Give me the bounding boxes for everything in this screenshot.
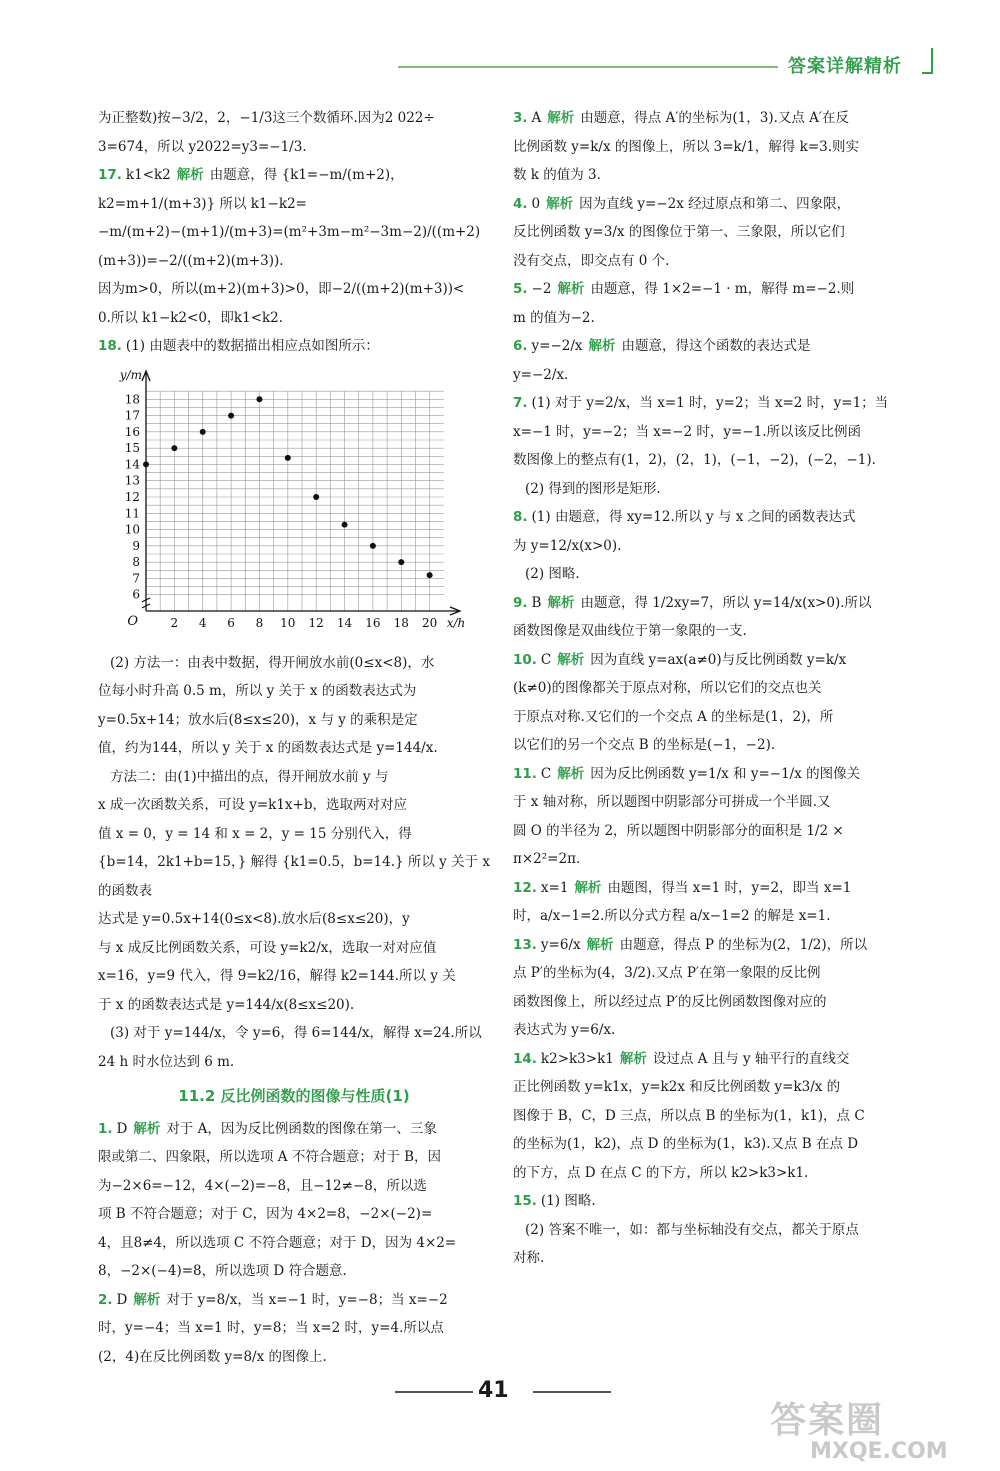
question-6 [513, 332, 938, 389]
text-line: 4，且8≠4，所以选项 C 不符合题意；对于 D，因为 4×2= [98, 1234, 457, 1251]
question-number: 4. [513, 195, 528, 212]
right-column [513, 104, 938, 1273]
answer: C [540, 765, 552, 782]
text-line: 项 B 不符合题意；对于 C，因为 4×2=8，−2×(−2)= [98, 1206, 433, 1222]
analysis-text: 因为直线 y=ax(a≠0)与反比例函数 y=k/x [590, 651, 847, 668]
analysis-text: 由题图，得当 x=1 时，y=2，即当 x=1 [607, 879, 852, 896]
text-line: 比例函数 y=k/x 的图像上，所以 3=k/1，解得 k=3.则实 [513, 138, 860, 155]
question-number: 5. [513, 281, 528, 297]
origin-label: O [127, 613, 138, 629]
text-line: 因为m>0，所以(m+2)(m+3)>0，即−2/((m+2)(m+3))< [98, 281, 465, 297]
question-line [513, 589, 938, 618]
x-tick-label: 2 [170, 615, 179, 630]
x-tick-label: 4 [198, 615, 207, 630]
question-line [513, 1045, 938, 1074]
question-14 [513, 1045, 938, 1188]
question-number: 6. [513, 338, 528, 354]
data-point [200, 428, 206, 434]
data-point [228, 412, 234, 418]
analysis-label: 解析 [546, 195, 574, 212]
answer: k2>k3>k1 [540, 1050, 614, 1067]
x-axis-label: x/h [446, 615, 466, 630]
y-tick-label: 11 [124, 505, 140, 520]
y-tick-label: 7 [132, 570, 140, 585]
question-number: 1. [98, 1120, 113, 1137]
y-tick-label: 15 [124, 440, 140, 455]
text-line: 的坐标为(1，k2)，点 D 的坐标为(1，k3).又点 B 在点 D [513, 1136, 859, 1152]
question-line [98, 1115, 490, 1144]
section-title: 11.2 反比例函数的图像与性质(1) [178, 1087, 410, 1105]
answer: 0 [531, 195, 541, 212]
y-tick-label: 18 [124, 391, 140, 406]
y-tick-label: 16 [124, 424, 140, 439]
question-15 [513, 1187, 938, 1273]
analysis-label: 解析 [588, 338, 616, 354]
question-line [513, 190, 938, 219]
question-10 [513, 646, 938, 760]
text-line: 点 P′的坐标为(4，3/2).又点 P′在第一象限的反比例 [513, 965, 821, 981]
question-line [513, 104, 938, 133]
question-7 [513, 389, 938, 503]
question-line [98, 161, 490, 218]
text-line: (3) 对于 y=144/x，令 y=6，得 6=144/x，解得 x=24.所以 [110, 1025, 482, 1041]
text-line: 0.所以 k1−k2<0，即k1<k2. [98, 309, 284, 326]
question-12 [513, 874, 938, 931]
text-line: (2，4)在反比例函数 y=8/x 的图像上. [98, 1348, 327, 1365]
text-line: x=−1 时，y=−2；当 x=−2 时，y=−1.所以该反比例函 [513, 423, 861, 440]
data-point [342, 521, 348, 527]
text-line: 3=674，所以 y2022=y3=−1/3. [98, 138, 307, 155]
text-line: (2) 方法一：由表中数据，得开闸放水前(0≤x<8)，水 [110, 654, 435, 671]
text-line: (1) 由题表中的数据描出相应点如图所示： [125, 338, 379, 354]
analysis-label: 解析 [547, 110, 575, 126]
text-line: 反比例函数 y=3/x 的图像位于第一、三象限，所以它们 [513, 224, 845, 240]
question-line [513, 760, 938, 789]
question-number: 18. [98, 338, 122, 354]
data-point [285, 454, 291, 460]
question-number: 3. [513, 110, 528, 126]
question-line [513, 646, 938, 675]
text-line: 于 x 轴对称，所以题图中阴影部分可拼成一个半圆.又 [513, 794, 831, 810]
analysis-label: 解析 [557, 651, 585, 668]
text-line: 8，−2×(−4)=8，所以选项 D 符合题意. [98, 1263, 347, 1279]
data-point [143, 461, 149, 467]
y-tick-label: 9 [132, 538, 140, 553]
text-line: 数 k 的值为 3. [513, 167, 601, 183]
analysis-text: 对于 A，因为反比例函数的图像在第一、三象 [166, 1120, 437, 1137]
question-9 [513, 589, 938, 646]
analysis-label: 解析 [586, 936, 614, 953]
question-number: 14. [513, 1050, 537, 1067]
header-rule [398, 66, 778, 68]
question-3 [513, 104, 938, 190]
question-number: 7. [513, 395, 528, 411]
question-line [513, 332, 938, 361]
text-line: 圆 O 的半径为 2，所以题图中阴影部分的面积是 1/2 × [513, 822, 844, 839]
text-line: y=−2/x. [513, 366, 569, 383]
data-point [370, 542, 376, 548]
text-line: 对称. [513, 1250, 545, 1266]
analysis-label: 解析 [133, 1120, 161, 1137]
question-number: 8. [513, 509, 528, 525]
analysis-label: 解析 [574, 879, 602, 896]
text-line: (2) 得到的图形是矩形. [525, 480, 661, 497]
watermark-top: 答案圈 [770, 1400, 885, 1441]
analysis-text: (1) 由题意，得 xy=12.所以 y 与 x 之间的函数表达式 [531, 509, 856, 525]
analysis-label: 解析 [557, 765, 585, 782]
answer: C [540, 651, 552, 668]
x-tick-label: 12 [308, 615, 324, 630]
analysis-text: 由题意，得 1×2=−1 · m，解得 m=−2.则 [590, 281, 855, 297]
question-line [513, 1187, 938, 1216]
analysis-text: 由题意，得点 A′的坐标为(1，3).又点 A′在反 [580, 110, 849, 126]
text-line: 24 h 时水位达到 6 m. [98, 1053, 235, 1070]
text-line: 达式是 y=0.5x+14(0≤x<8).放水后(8≤x≤20)，y [98, 911, 410, 927]
chart [98, 363, 490, 645]
text-line: 正比例函数 y=k1x，y=k2x 和反比例函数 y=k3/x 的 [513, 1079, 841, 1095]
text-line: 为 y=12/x(x>0). [513, 537, 622, 554]
text-line: x 成一次函数关系，可设 y=k1x+b，选取两对对应 [98, 797, 407, 813]
text-line: 为−2×6=−12，4×(−2)=−8，且−12≠−8，所以选 [98, 1177, 427, 1194]
question-number: 15. [513, 1193, 537, 1209]
page-number-rule-left [395, 1391, 473, 1393]
y-tick-label: 6 [132, 587, 140, 602]
data-point [398, 559, 404, 565]
analysis-text: 设过点 A 且与 y 轴平行的直线交 [652, 1050, 850, 1067]
question-line [513, 389, 938, 418]
y-axis-label: y/m [119, 367, 142, 382]
analysis-label: 解析 [176, 167, 204, 183]
x-tick-label: 14 [336, 615, 353, 630]
x-tick-label: 16 [365, 615, 381, 630]
x-tick-label: 6 [227, 615, 235, 630]
x-tick-label: 20 [421, 615, 438, 630]
x-tick-label: 18 [393, 615, 409, 630]
text-line: π×2²=2π. [513, 851, 581, 867]
data-point [313, 494, 319, 500]
text-line: 时，y=−4；当 x=1 时，y=8；当 x=2 时，y=4.所以点 [98, 1320, 444, 1336]
analysis-label: 解析 [557, 281, 585, 297]
answer: B [531, 594, 542, 611]
text-line: 的下方，点 D 在点 C 的下方，所以 k2>k3>k1. [513, 1164, 809, 1181]
text-line: 于 x 的函数表达式是 y=144/x(8≤x≤20). [98, 996, 355, 1013]
text-line: 与 x 成反比例函数关系，可设 y=k2/x，选取一对对应值 [98, 939, 437, 956]
question-5 [513, 275, 938, 332]
analysis-text: 由题意，得 {k1=−m/(m+2)，k2=m+1/(m+3)} 所以 k1−k2= [98, 167, 404, 212]
text-line: 函数图像是双曲线位于第一象限的一支. [513, 623, 747, 639]
left-column [98, 104, 490, 1371]
text-line: (2) 图略. [525, 566, 580, 582]
question-13 [513, 931, 938, 1045]
question-number: 9. [513, 594, 528, 611]
y-tick-label: 17 [124, 408, 140, 423]
question-number: 10. [513, 651, 537, 668]
question-line [513, 503, 938, 532]
text-line: 值，约为144，所以 y 关于 x 的函数表达式是 y=144/x. [98, 740, 438, 756]
analysis-text: (1) 对于 y=2/x，当 x=1 时，y=2；当 x=2 时，y=1；当 [531, 395, 889, 411]
text-line: 于原点对称.又它们的一个交点 A 的坐标是(1，2)，所 [513, 708, 834, 725]
y-tick-label: 12 [124, 489, 140, 504]
question-line [98, 332, 490, 361]
question-4 [513, 190, 938, 276]
question-line [513, 874, 938, 903]
y-tick-label: 13 [124, 473, 140, 488]
question-number: 12. [513, 879, 537, 896]
answer: D [116, 1291, 128, 1308]
text-line: (2) 答案不唯一，如：都与坐标轴没有交点，都关于原点 [525, 1221, 859, 1238]
page-number-rule-right [533, 1391, 611, 1393]
analysis-label: 解析 [547, 594, 575, 611]
answer: A [531, 110, 542, 126]
answer: x=1 [540, 879, 569, 896]
data-point [427, 572, 433, 578]
analysis-text: (1) 图略. [540, 1193, 596, 1209]
question-17 [98, 161, 490, 332]
question-number: 11. [513, 765, 537, 782]
page-number: 41 [478, 1378, 509, 1403]
analysis-text: 对于 y=8/x，当 x=−1 时，y=−8；当 x=−2 [166, 1291, 448, 1308]
text-line: 没有交点，即交点有 0 个. [513, 252, 670, 269]
answer: −2 [531, 281, 552, 297]
analysis-label: 解析 [133, 1291, 161, 1308]
text-line: 方法二：由(1)中描出的点，得开闸放水前 y 与 [110, 768, 389, 785]
question-number: 2. [98, 1291, 113, 1308]
question-line [513, 275, 938, 304]
analysis-text: 由题意，得点 P 的坐标为(2，1/2)，所以 [619, 936, 868, 953]
question-line [513, 931, 938, 960]
header-title: 答案详解精析 [788, 56, 902, 77]
watermark-bottom: MXQE.COM [810, 1439, 948, 1464]
question-2 [98, 1286, 490, 1372]
y-tick-label: 14 [124, 456, 140, 471]
question-18 [98, 332, 490, 1076]
question-11 [513, 760, 938, 874]
scatter-chart [98, 363, 490, 645]
text-line: 函数图像上，所以经过点 P′的反比例函数图像对应的 [513, 993, 827, 1010]
y-tick-label: 10 [124, 522, 140, 537]
text-line: y=0.5x+14；放水后(8≤x≤20)，x 与 y 的乘积是定 [98, 711, 418, 728]
header-bracket [922, 48, 933, 74]
question-number: 13. [513, 936, 537, 953]
text-line: 限或第二、四象限，所以选项 A 不符合题意；对于 B，因 [98, 1149, 442, 1165]
x-tick-label: 8 [255, 615, 264, 630]
text-line: x=16，y=9 代入，得 9=k2/16，解得 k2=144.所以 y 关 [98, 968, 456, 984]
data-point [256, 396, 262, 402]
text-line: 图像于 B，C，D 三点，所以点 B 的坐标为(1，k1)，点 C [513, 1107, 865, 1124]
analysis-text: 由题意，得 1/2xy=7，所以 y=14/x(x>0).所以 [580, 594, 872, 611]
text-line: 以它们的另一个交点 B 的坐标是(−1，−2). [513, 737, 776, 753]
answer: k1<k2 [125, 167, 171, 183]
text-line: 值 x = 0，y = 14 和 x = 2，y = 15 分别代入，得 [98, 825, 412, 842]
analysis-text: 因为直线 y=−2x 经过原点和第二、四象限， [579, 195, 851, 212]
x-tick-label: 10 [280, 615, 296, 630]
text-line: 数图像上的整点有(1，2)，(2，1)，(−1，−2)，(−2，−1). [513, 452, 876, 468]
answer: y=6/x [540, 936, 581, 953]
text-line: 表达式为 y=6/x. [513, 1022, 616, 1038]
analysis-text: 因为反比例函数 y=1/x 和 y=−1/x 的图像关 [590, 765, 861, 782]
text-line: (k≠0)的图像都关于原点对称，所以它们的交点也关 [513, 680, 822, 696]
text-line: m 的值为−2. [513, 309, 595, 326]
text-line: 时，a/x−1=2.所以分式方程 a/x−1=2 的解是 x=1. [513, 908, 831, 924]
analysis-label: 解析 [619, 1050, 647, 1067]
watermark [770, 1392, 948, 1464]
y-tick-label: 8 [132, 554, 140, 569]
question-8 [513, 503, 938, 589]
text-line: 为正整数)按−3/2，2，−1/3这三个数循环.因为2 022÷ [98, 110, 435, 126]
answer: y=−2/x [531, 338, 583, 354]
text-line: −m/(m+2)−(m+1)/(m+3)=(m²+3m−m²−3m−2)/((m+2)(m+3))=−2/((m+2)(m+3)). [98, 224, 481, 269]
question-number: 17. [98, 167, 122, 183]
question-line [98, 1286, 490, 1315]
analysis-text: 由题意，得这个函数的表达式是 [621, 338, 811, 354]
text-line: 位每小时升高 0.5 m，所以 y 关于 x 的函数表达式为 [98, 683, 417, 699]
question-1 [98, 1115, 490, 1286]
data-point [171, 445, 177, 451]
answer: D [116, 1120, 128, 1137]
text-line: {b=14，2k1+b=15，} 解得 {k1=0.5，b=14.} 所以 y 关于 x 的函数表 [98, 854, 491, 899]
